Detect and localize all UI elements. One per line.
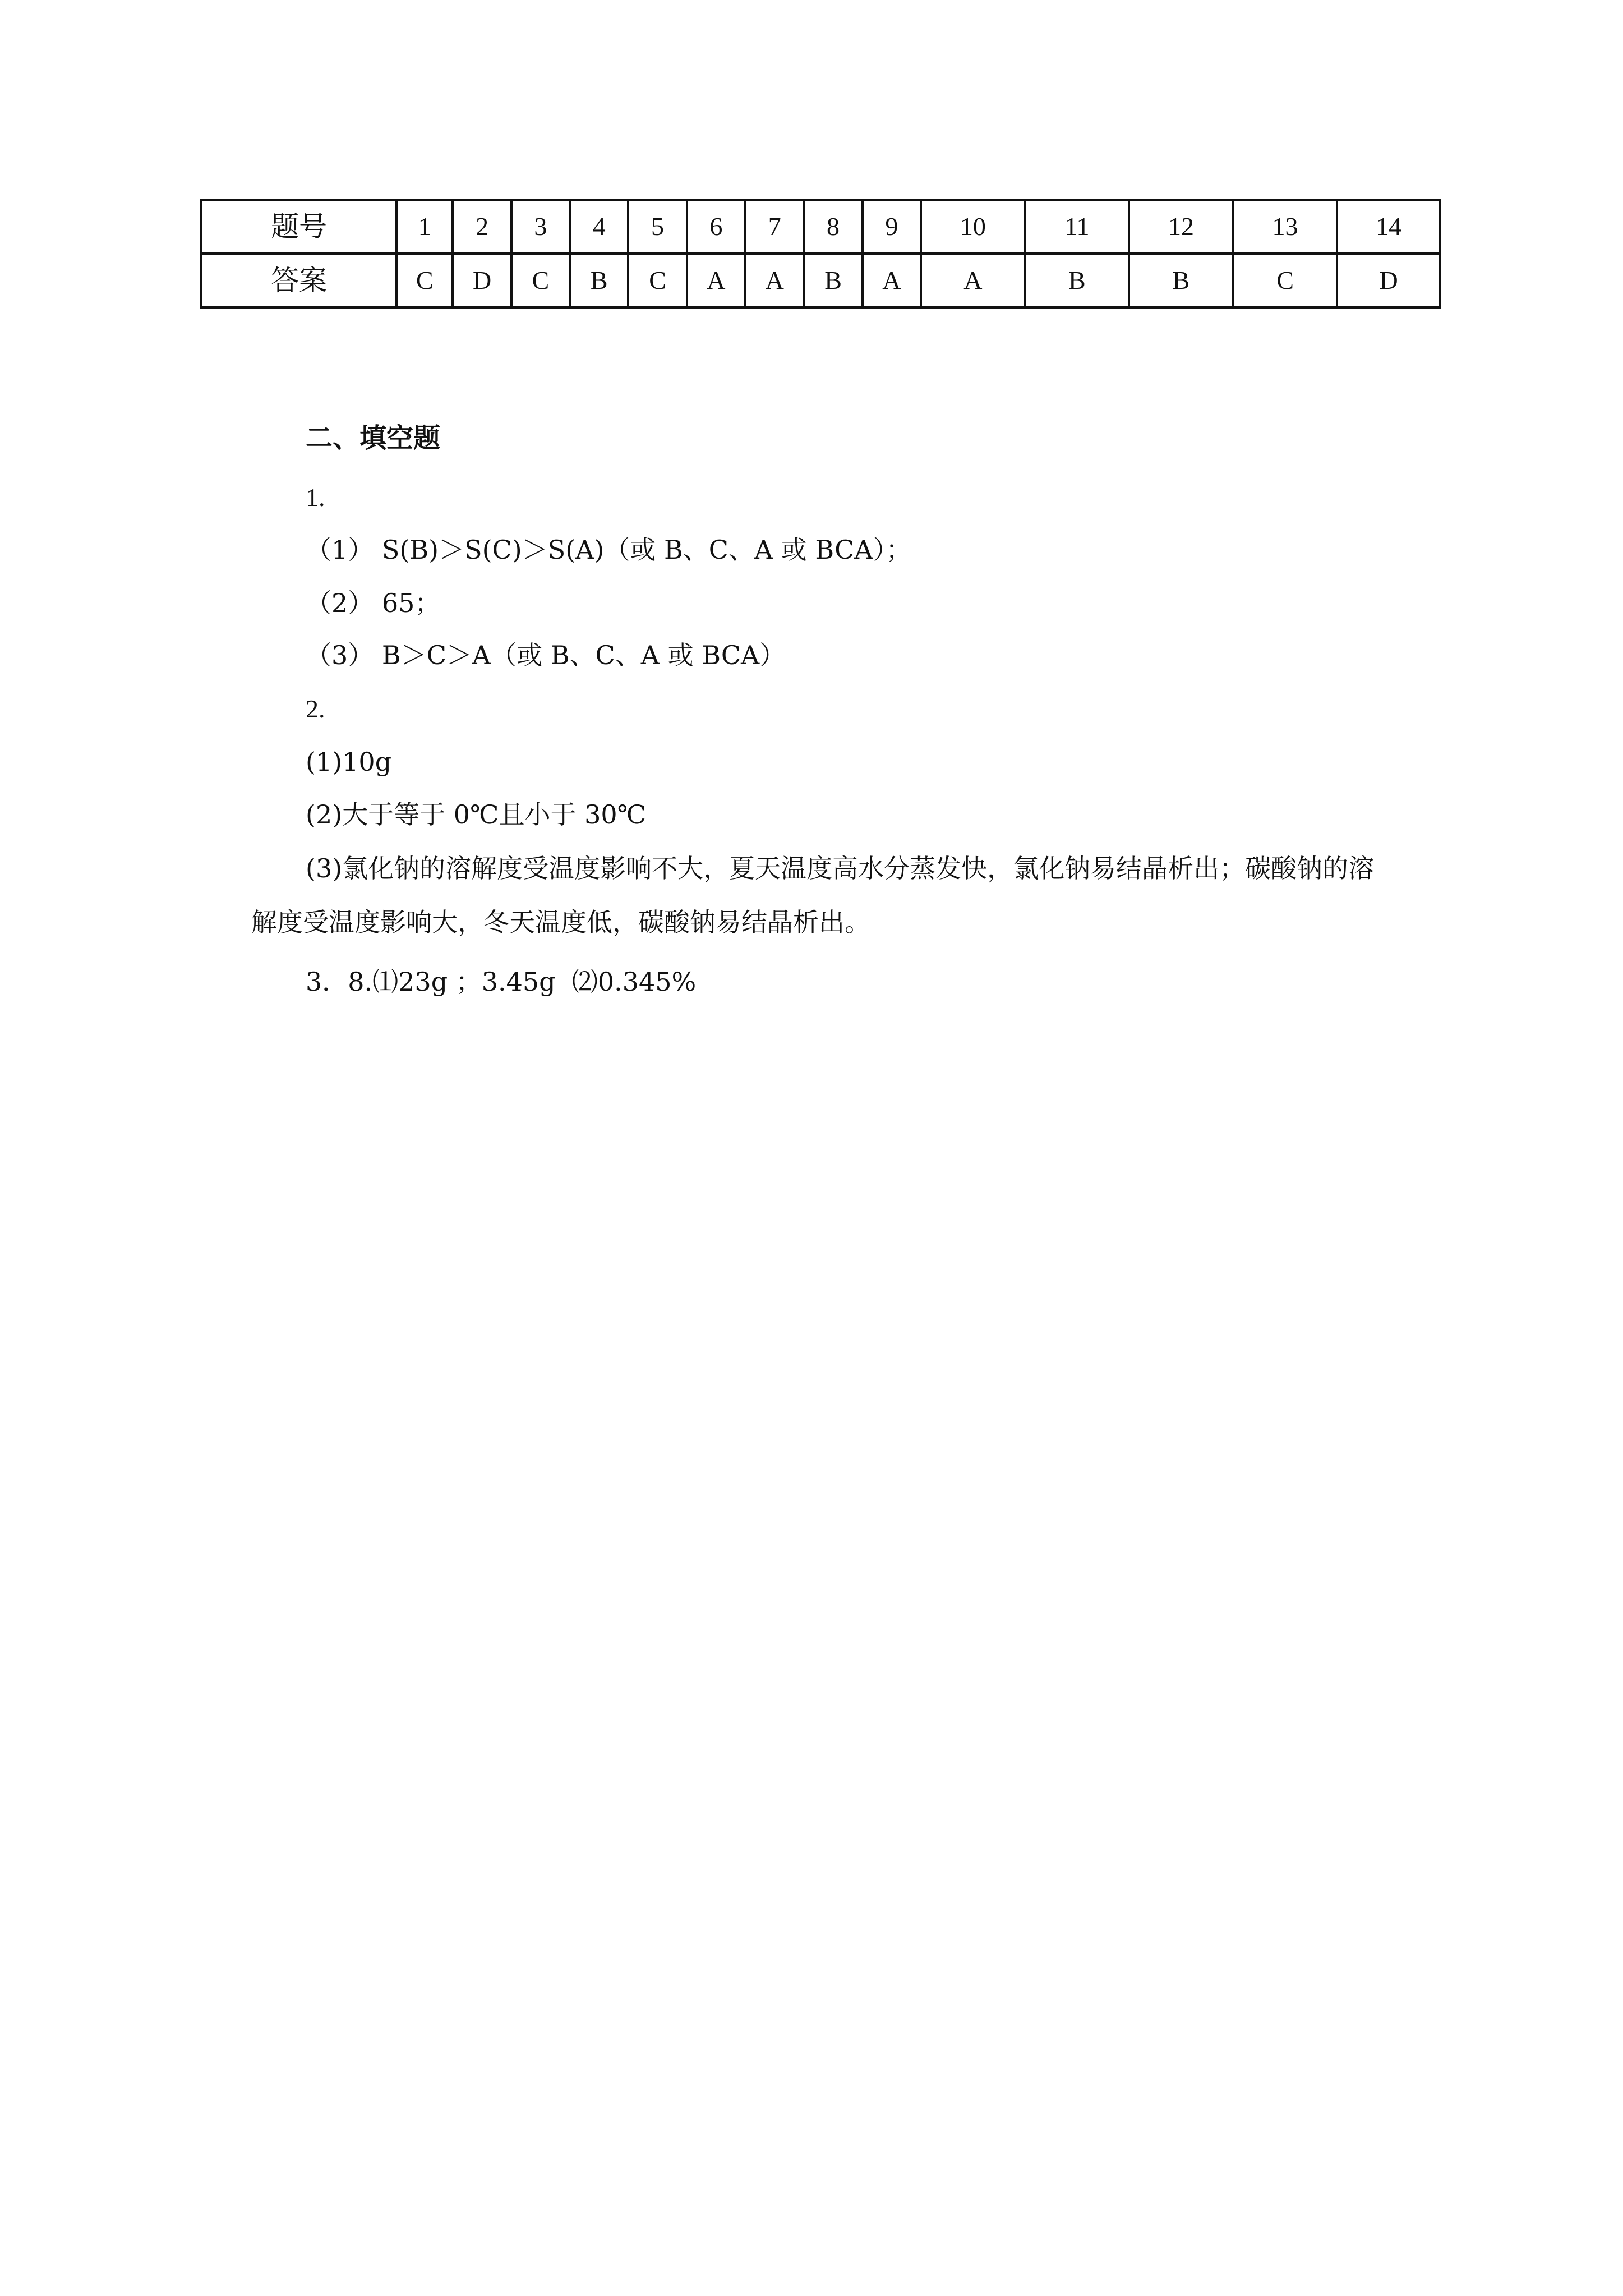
question-number-cell: 3: [511, 200, 570, 254]
question-number-cell: 1: [396, 200, 453, 254]
answer-cell: C: [1233, 254, 1338, 307]
question-number-cell: 13: [1233, 200, 1338, 254]
question-number-cell: 14: [1337, 200, 1440, 254]
question-number-cell: 6: [687, 200, 745, 254]
question-number-cell: 11: [1025, 200, 1129, 254]
question-2-part-1: (1)10g: [306, 747, 392, 777]
question-2-part-3: (3)氯化钠的溶解度受温度影响不大，夏天温度高水分蒸发快，氯化钠易结晶析出；碳酸钠的溶解度受温度影响大，冬天温度低，碳酸钠易结晶析出。: [251, 853, 1375, 937]
answer-cell: D: [1337, 254, 1440, 307]
answer-cell: B: [1129, 254, 1233, 307]
answer-label: 答案: [201, 254, 396, 307]
question-number-cell: 4: [570, 200, 628, 254]
question-number-cell: 9: [863, 200, 921, 254]
question-number-label: 题号: [201, 200, 396, 254]
answer-cell: B: [804, 254, 862, 307]
question-number-cell: 7: [745, 200, 804, 254]
answer-cell: B: [1025, 254, 1129, 307]
question-number-cell: 5: [628, 200, 686, 254]
question-number-cell: 8: [804, 200, 862, 254]
question-2-number: 2.: [306, 694, 325, 723]
question-number-cell: 2: [453, 200, 511, 254]
question-number-row: [201, 200, 1440, 254]
answer-cell: C: [396, 254, 453, 307]
answer-cell: A: [745, 254, 804, 307]
question-1-part-2: （2） 65；: [306, 588, 441, 618]
question-number-cell: 12: [1129, 200, 1233, 254]
answer-cell: C: [511, 254, 570, 307]
question-1-part-1: （1） S(B)＞S(C)＞S(A)（或 B、C、A 或 BCA）；: [306, 535, 912, 565]
answer-cell: A: [921, 254, 1025, 307]
question-3-answer: 3．8.⑴23g ；3.45g ⑵0.345%: [306, 967, 697, 997]
question-2-part-2: (2)大于等于 0℃且小于 30℃: [306, 799, 647, 830]
answer-cell: A: [687, 254, 745, 307]
answer-cell: B: [570, 254, 628, 307]
section-heading: 二、填空题: [306, 422, 441, 454]
question-1-part-3: （3） B＞C＞A（或 B、C、A 或 BCA）: [306, 640, 786, 670]
answer-cell: A: [863, 254, 921, 307]
question-number-cell: 10: [921, 200, 1025, 254]
answer-cell: D: [453, 254, 511, 307]
answer-row: [201, 254, 1440, 307]
question-1-number: 1.: [306, 483, 325, 512]
answer-table: [200, 199, 1441, 309]
answer-cell: C: [628, 254, 686, 307]
